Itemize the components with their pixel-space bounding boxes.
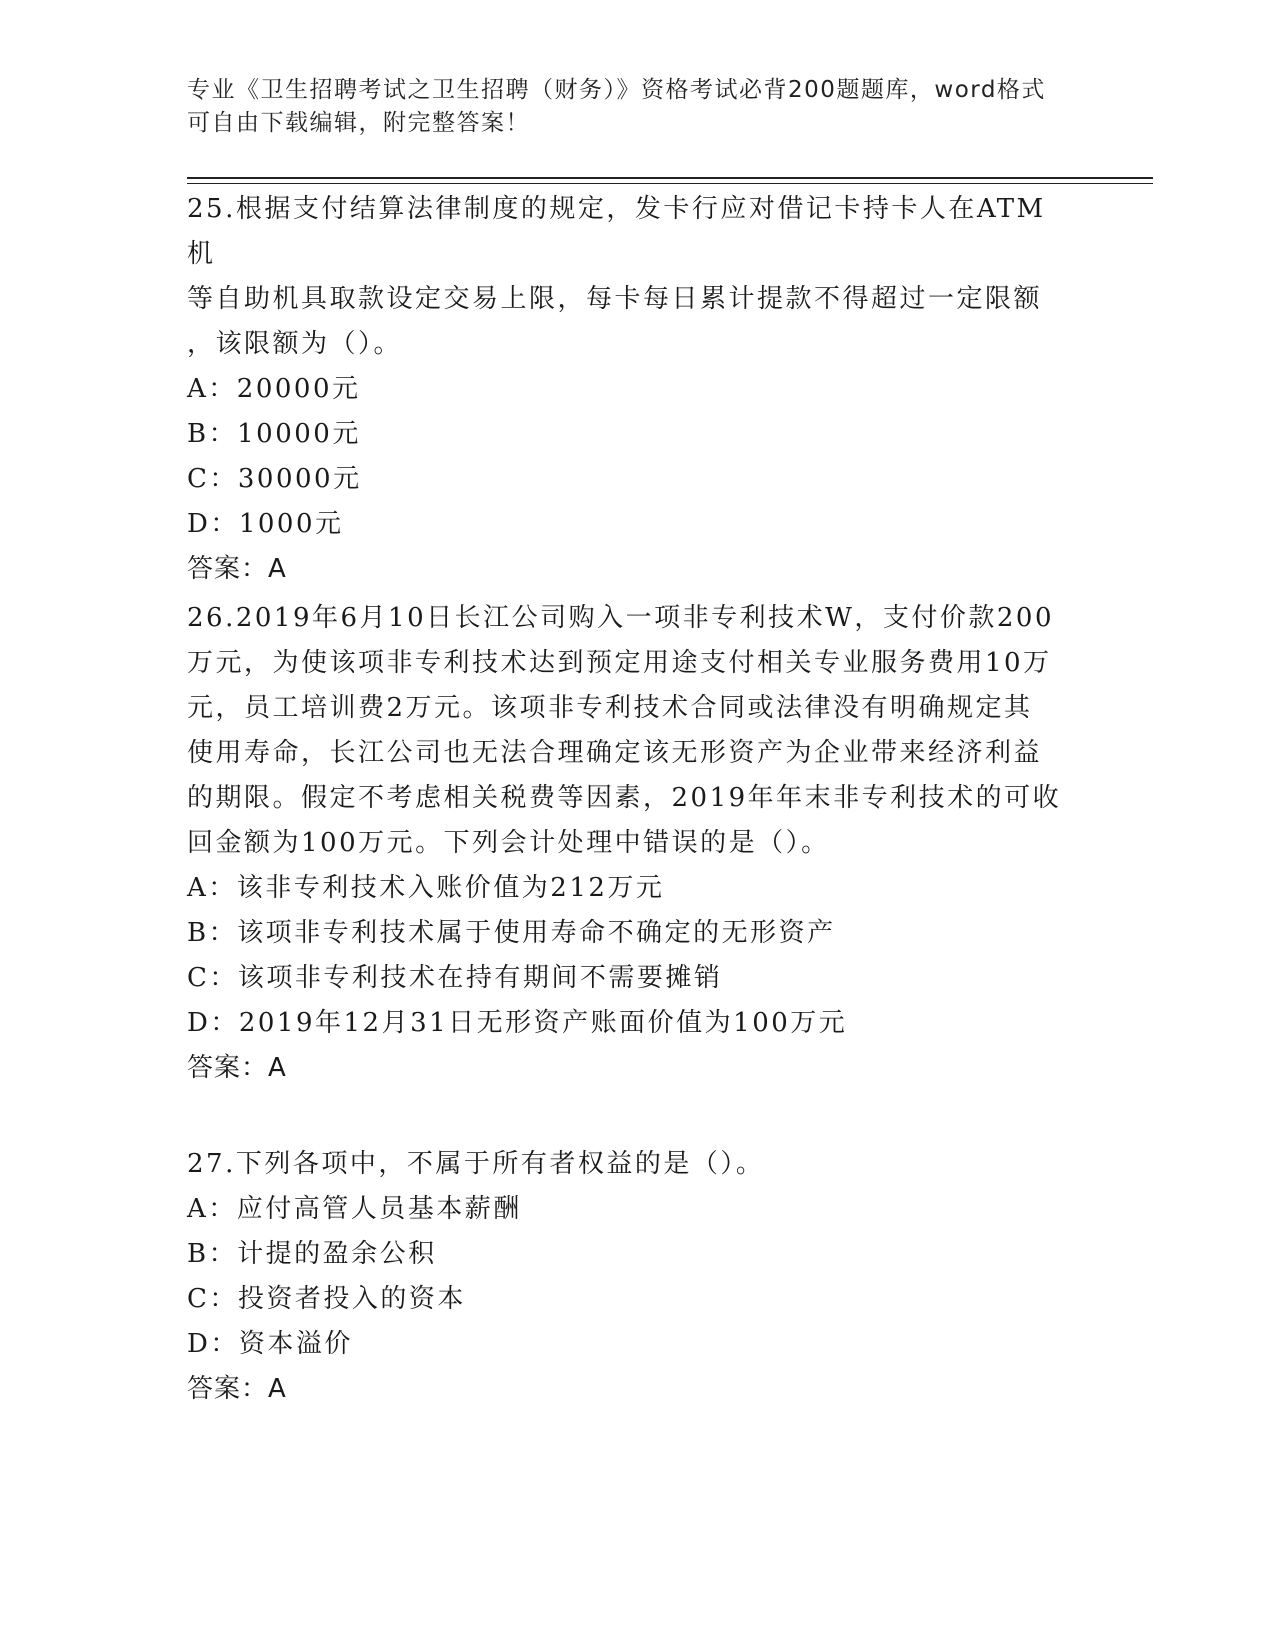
- option-a: A：该非专利技术入账价值为212万元: [187, 873, 665, 903]
- header-line-1: 专业《卫生招聘考试之卫生招聘（财务）》资格考试必背200题题库，word格式: [187, 77, 1046, 103]
- question-stem-line: 等自助机具取款设定交易上限，每卡每日累计提款不得超过一定限额: [187, 284, 1043, 314]
- option-d: D：1000元: [187, 509, 344, 539]
- question-stem-line: 万元，为使该项非专利技术达到预定用途支付相关专业服务费用10万: [187, 648, 1052, 678]
- question-25: [187, 187, 1067, 592]
- question-stem-line: 回金额为100万元。下列会计处理中错误的是（）。: [187, 828, 830, 858]
- option-a: A：应付高管人员基本薪酬: [187, 1194, 522, 1224]
- question-26: [187, 596, 1067, 1091]
- option-c: C：30000元: [187, 464, 362, 494]
- answer: 答案：A: [187, 554, 287, 584]
- option-d: D：资本溢价: [187, 1329, 353, 1359]
- option-a: A：20000元: [187, 374, 361, 404]
- question-stem-line: 27.下列各项中，不属于所有者权益的是（）。: [187, 1149, 765, 1179]
- question-27: [187, 1142, 1067, 1412]
- option-c: C：该项非专利技术在持有期间不需要摊销: [187, 963, 723, 993]
- option-b: B：10000元: [187, 419, 361, 449]
- document-header: [187, 74, 1087, 140]
- option-b: B：该项非专利技术属于使用寿命不确定的无形资产: [187, 918, 836, 948]
- header-divider-thin: [187, 183, 1153, 184]
- question-stem-line: 的期限。假定不考虑相关税费等因素，2019年年末非专利技术的可收: [187, 783, 1062, 813]
- answer: 答案：A: [187, 1374, 287, 1404]
- question-stem-line: 25.根据支付结算法律制度的规定，发卡行应对借记卡持卡人在ATM机: [187, 194, 1046, 269]
- header-divider-thick: [187, 177, 1153, 179]
- option-c: C：投资者投入的资本: [187, 1284, 466, 1314]
- option-d: D：2019年12月31日无形资产账面价值为100万元: [187, 1008, 848, 1038]
- option-b: B：计提的盈余公积: [187, 1239, 437, 1269]
- answer: 答案：A: [187, 1053, 287, 1083]
- question-stem-line: ，该限额为（）。: [187, 329, 403, 359]
- question-stem-line: 使用寿命，长江公司也无法合理确定该无形资产为企业带来经济利益: [187, 738, 1043, 768]
- header-line-2: 可自由下载编辑，附完整答案！: [187, 110, 530, 136]
- question-stem-line: 26.2019年6月10日长江公司购入一项非专利技术W，支付价款200: [187, 603, 1054, 633]
- question-stem-line: 元，员工培训费2万元。该项非专利技术合同或法律没有明确规定其: [187, 693, 1033, 723]
